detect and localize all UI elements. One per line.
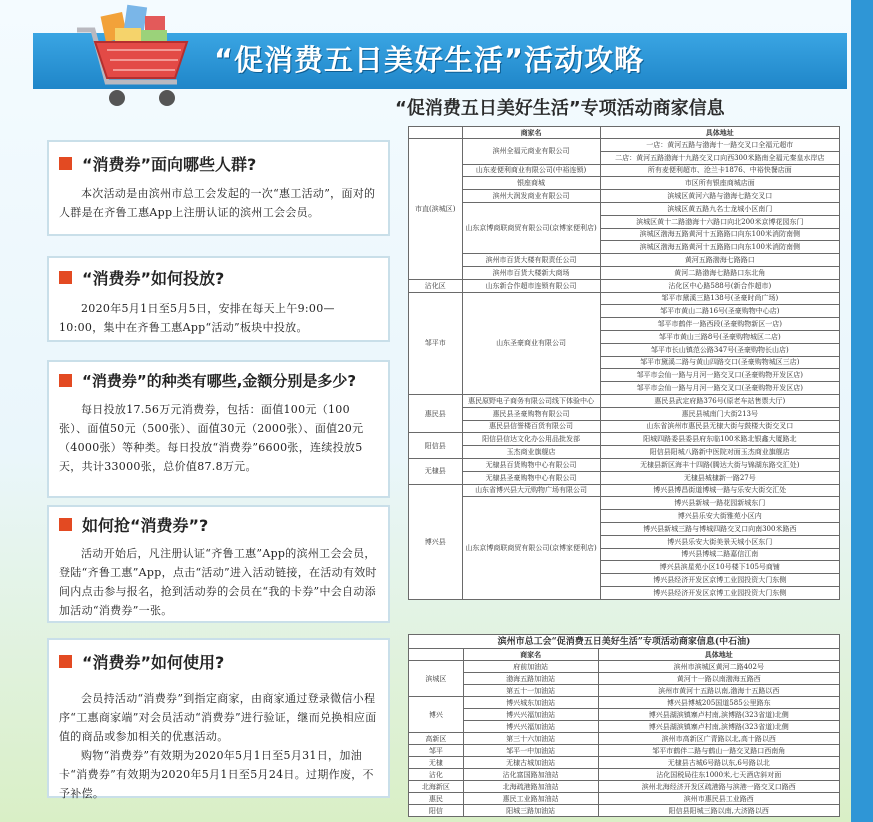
merchant-name-cell: 无棣古城加油站	[463, 757, 598, 769]
merchant-name-cell: 惠民工业路加油站	[463, 793, 598, 805]
address-cell: 博兴县新城一路花园新城东门	[600, 497, 839, 510]
red-square-bullet-icon	[59, 374, 72, 387]
table-row	[409, 433, 840, 446]
section-audience	[47, 140, 390, 236]
address-cell: 滨城区黄十二路渤海十六路口向北200米京博花园东门	[600, 215, 839, 228]
address-cell: 所有麦便利超市、沧兰卡1876、中裕快餐店面	[600, 164, 839, 177]
table-row	[409, 139, 840, 152]
column-header-address: 具体地址	[600, 127, 839, 139]
merchant-name-cell: 无棣县百货购物中心有限公司	[462, 458, 600, 471]
red-square-bullet-icon	[59, 271, 72, 284]
page-title: “促消费五日美好生活”活动攻略	[214, 43, 645, 77]
table-header-row	[409, 649, 840, 661]
column-header-address: 具体地址	[598, 649, 839, 661]
address-cell: 滨州市高新区广青路以北,高十路以西	[598, 733, 839, 745]
address-cell: 博兴县博昌街道博城一路与乐安大街交汇处	[600, 484, 839, 497]
merchant-name-cell: 博兴城东加油站	[463, 697, 598, 709]
region-cell: 邹平市	[409, 292, 463, 394]
column-header-region	[409, 649, 464, 661]
region-cell: 北海新区	[409, 781, 464, 793]
merchant-name-cell: 山东圣豪商业有限公司	[462, 292, 600, 394]
table-row	[409, 793, 840, 805]
merchant-name-cell: 阳城三路加油站	[463, 805, 598, 817]
address-cell: 沾化区中心路588号(新合作超市)	[600, 279, 839, 292]
address-cell: 山东省滨州市惠民县无棣大街与鼓楼大街交叉口	[600, 420, 839, 433]
address-cell: 邹平市会仙一路与月河一路交叉口(圣豪购物开发区店)	[600, 369, 839, 382]
region-cell: 博兴	[409, 697, 464, 733]
region-cell: 阳信县	[409, 433, 463, 459]
section-text: 活动开始后，凡注册认证“齐鲁工惠”App的滨州工会会员，登陆“齐鲁工惠”App，点击“活动”进入活动链接，在活动有效时间内点击参与报名，抢到活动券的会员在“我的卡券”中会自动添加活动“消费券”一张。	[59, 547, 377, 617]
address-cell: 博兴县湖滨镇寨卢村南,滨博路(323省道)北侧	[598, 709, 839, 721]
merchant-name-cell: 滨州大润发商业有限公司	[462, 190, 600, 203]
address-cell: 博兴县经济开发区京博工业园投资大门东侧	[600, 586, 839, 599]
address-cell: 邹平市黛溪三路138号(圣豪时尚广场)	[600, 292, 839, 305]
section-text: 每日投放17.56万元消费券，包括：面值100元（100张）、面值50元（500张）、面值30元（2000张）、面值20元（4000张）等种类。每日投放“消费券”6600张，连续投放5天，共计33000张，总价值87.8万元。	[59, 403, 364, 473]
address-cell: 邹平市长山镇范公路347号(圣豪购物长山店)	[600, 343, 839, 356]
address-cell: 滨城区渤海五路黄河十五路路口向东100米消防南侧	[600, 241, 839, 254]
address-cell: 滨城区黄河六路与渤海七路交叉口	[600, 190, 839, 203]
address-cell: 博兴县博城205国道585公里路东	[598, 697, 839, 709]
table-row	[409, 266, 840, 279]
address-cell: 黄河十一路以南渤海五路西	[598, 673, 839, 685]
table-row	[409, 673, 840, 685]
table-row	[409, 458, 840, 471]
table-row	[409, 497, 840, 510]
merchant-name-cell: 北海疏港路加油站	[463, 781, 598, 793]
merchant-name-cell: 玉杰商业旗舰店	[462, 446, 600, 459]
merchant-name-cell: 博兴兴福加油站	[463, 709, 598, 721]
column-header-name: 商家名	[462, 127, 600, 139]
table-row	[409, 407, 840, 420]
address-cell: 滨州市滨城区黄河二路402号	[598, 661, 839, 673]
table-row	[409, 733, 840, 745]
address-cell: 阳城四路委县委县府东临100米路北银鑫大厦路北	[600, 433, 839, 446]
merchant-name-cell: 山东麦便利商业有限公司(中裕连锁)	[462, 164, 600, 177]
column-header-region	[409, 127, 463, 139]
petrol-station-table	[408, 634, 840, 817]
section-how-to-grab	[47, 505, 390, 623]
merchant-name-cell: 博兴兴福加油站	[463, 721, 598, 733]
merchant-table-title: “促消费五日美好生活”专项活动商家信息	[395, 98, 725, 119]
right-border-strip	[851, 0, 873, 822]
section-types	[47, 360, 390, 498]
merchant-name-cell: 沾化富国路加油站	[463, 769, 598, 781]
address-cell: 邹平市黄山二路16号(圣豪购物中心店)	[600, 305, 839, 318]
merchant-name-cell: 第五十一加油站	[463, 685, 598, 697]
section-heading: “消费券”的种类有哪些,金额分别是多少?	[59, 370, 378, 391]
table-row	[409, 164, 840, 177]
merchant-name-cell: 惠民县圣豪购物有限公司	[462, 407, 600, 420]
section-how-to-use	[47, 638, 390, 798]
merchant-name-cell: 渤海五路加油站	[463, 673, 598, 685]
section-text: 本次活动是由滨州市总工会发起的一次“惠工活动”，面对的人群是在齐鲁工惠App上注册认证的滨州工会会员。	[59, 187, 376, 219]
address-cell: 邹平市黛溪二路与黄山四路交口(圣豪购物城区三店)	[600, 356, 839, 369]
region-cell: 阳信	[409, 805, 464, 817]
address-cell: 滨州市黄河十五路以南,渤海十五路以西	[598, 685, 839, 697]
table-row	[409, 757, 840, 769]
address-cell: 博兴县滨星苑小区10号楼下105号商铺	[600, 561, 839, 574]
address-cell: 阳信县阳城三路以南,大济路以西	[598, 805, 839, 817]
merchant-name-cell: 滨州全福元商业有限公司	[462, 139, 600, 165]
table-row	[409, 471, 840, 484]
merchant-name-cell: 阳信县信达文化办公用品批发部	[462, 433, 600, 446]
table-row	[409, 484, 840, 497]
address-cell: 惠民县城南门大街213号	[600, 407, 839, 420]
merchant-name-cell: 山东京博商联商贸有限公司(京博家便利店)	[462, 497, 600, 599]
section-heading: 如何抢“消费券”?	[59, 513, 378, 536]
address-cell: 黄河二路渤海七路路口东北角	[600, 266, 839, 279]
table-row	[409, 697, 840, 709]
address-cell: 滨州北海经济开发区疏港路与滨港一路交叉口路西	[598, 781, 839, 793]
address-cell: 无棣县城棣新一路27号	[600, 471, 839, 484]
table-row	[409, 685, 840, 697]
section-heading: “消费券”面向哪些人群?	[59, 152, 376, 175]
address-cell: 一店：黄河五路与渤海十一路交叉口全福元超市	[600, 139, 839, 152]
section-text: 2020年5月1日至5月5日，安排在每天上午9:00—10:00，集中在齐鲁工惠App“活动”板块中投放。	[59, 302, 335, 334]
address-cell: 博兴县湖滨镇寨卢村南,滨博路(323省道)北侧	[598, 721, 839, 733]
merchant-name-cell: 山东京博商联商贸有限公司(京博家便利店)	[462, 202, 600, 253]
address-cell: 邹平市黄山三路8号(圣豪购物城区二店)	[600, 330, 839, 343]
region-cell: 沾化	[409, 769, 464, 781]
table-row	[409, 721, 840, 733]
merchant-name-cell: 山东新合作超市连锁有限公司	[462, 279, 600, 292]
address-cell: 滨州市惠民县工业路西	[598, 793, 839, 805]
merchant-name-cell: 惠民县信誉楼百货有限公司	[462, 420, 600, 433]
column-header-name: 商家名	[463, 649, 598, 661]
address-cell: 二店：黄河五路渤海十九路交叉口向西300米路南全福元秦皇水岸店	[600, 151, 839, 164]
table-header-row	[409, 127, 840, 139]
address-cell: 市区所有银座商城店面	[600, 177, 839, 190]
region-cell: 无棣	[409, 757, 464, 769]
address-cell: 邹平市会仙一路与月河一路交叉口(圣豪购物开发区店)	[600, 382, 839, 395]
table-row	[409, 805, 840, 817]
table-row	[409, 781, 840, 793]
merchant-name-cell: 滨州市百货大楼有限责任公司	[462, 254, 600, 267]
address-cell: 滨城区黄五路九名士龙城小区南门	[600, 202, 839, 215]
merchant-name-cell: 惠民原野电子商务有限公司线下体验中心	[462, 394, 600, 407]
address-cell: 滨城区渤海五路黄河十五路路口向东100米消防南侧	[600, 228, 839, 241]
section-heading: “消费券”如何投放?	[59, 266, 376, 289]
address-cell: 无棣县新区海丰十四路(腾达大街与锦湖东路交汇处)	[600, 458, 839, 471]
table-row	[409, 446, 840, 459]
region-cell: 博兴县	[409, 484, 463, 599]
table-row	[409, 202, 840, 215]
table-row	[409, 709, 840, 721]
table-row	[409, 745, 840, 757]
merchant-name-cell: 滨州市百货大楼新大商场	[462, 266, 600, 279]
merchant-name-cell: 府前加油站	[463, 661, 598, 673]
section-distribution	[47, 256, 390, 342]
address-cell: 博兴县乐安大街雅苑小区内	[600, 510, 839, 523]
table-row	[409, 394, 840, 407]
address-cell: 无棣县古城6号路以东,6号路以北	[598, 757, 839, 769]
red-square-bullet-icon	[59, 518, 72, 531]
address-cell: 博兴县博城二路嘉信江南	[600, 548, 839, 561]
merchant-name-cell: 无棣县圣豪购物中心有限公司	[462, 471, 600, 484]
section-text: 会员持活动“消费券”到指定商家，由商家通过登录微信小程序“工惠商家端”对会员活动“消费券”进行验证，继而兑换相应面值的商品或参加相关的优惠活动。	[59, 692, 377, 743]
table-row	[409, 254, 840, 267]
address-cell: 阳信县阳城八路新中医院对面玉杰商业旗舰店	[600, 446, 839, 459]
shopping-cart-icon	[55, 0, 205, 120]
merchant-name-cell: 邹平一中加油站	[463, 745, 598, 757]
address-cell: 惠民县武定府路376号(原老车站售票大厅)	[600, 394, 839, 407]
merchant-name-cell: 第三十六加油站	[463, 733, 598, 745]
merchant-name-cell: 银座商城	[462, 177, 600, 190]
region-cell: 沾化区	[409, 279, 463, 292]
table-row	[409, 292, 840, 305]
address-cell: 博兴县经济开发区京博工业园投资大门东侧	[600, 574, 839, 587]
address-cell: 邹平市鹤伴一路西段(圣豪购物新区一店)	[600, 318, 839, 331]
table-row	[409, 279, 840, 292]
section-heading: “消费券”如何使用?	[59, 650, 378, 673]
table-title: 滨州市总工会“促消费五日美好生活”专项活动商家信息(中石油)	[409, 635, 840, 649]
red-square-bullet-icon	[59, 157, 72, 170]
address-cell: 博兴县新城三路与博城四路交叉口向南300米路西	[600, 522, 839, 535]
address-cell: 黄河五路渤海七路路口	[600, 254, 839, 267]
address-cell: 邹平市鹤伴二路与鹤山一路交叉路口西南角	[598, 745, 839, 757]
table-row	[409, 177, 840, 190]
region-cell: 惠民	[409, 793, 464, 805]
merchant-table	[408, 126, 840, 600]
region-cell: 高新区	[409, 733, 464, 745]
region-cell: 邹平	[409, 745, 464, 757]
region-cell: 市直(滨城区)	[409, 139, 463, 280]
table-row	[409, 420, 840, 433]
address-cell: 沾化国税局往东1000米,七天酒店斜对面	[598, 769, 839, 781]
section-text: 购物“消费券”有效期为2020年5月1日至5月31日，加油卡“消费券”有效期为2020年5月1日至5月24日。过期作废，不予补偿。	[59, 749, 374, 800]
red-square-bullet-icon	[59, 655, 72, 668]
region-cell: 惠民县	[409, 394, 463, 432]
merchant-name-cell: 山东省博兴县大元购物广场有限公司	[462, 484, 600, 497]
region-cell: 滨城区	[409, 661, 464, 697]
address-cell: 博兴县乐安大街美景天城小区东门	[600, 535, 839, 548]
table-row	[409, 661, 840, 673]
region-cell: 无棣县	[409, 458, 463, 484]
table-row	[409, 769, 840, 781]
table-row	[409, 190, 840, 203]
